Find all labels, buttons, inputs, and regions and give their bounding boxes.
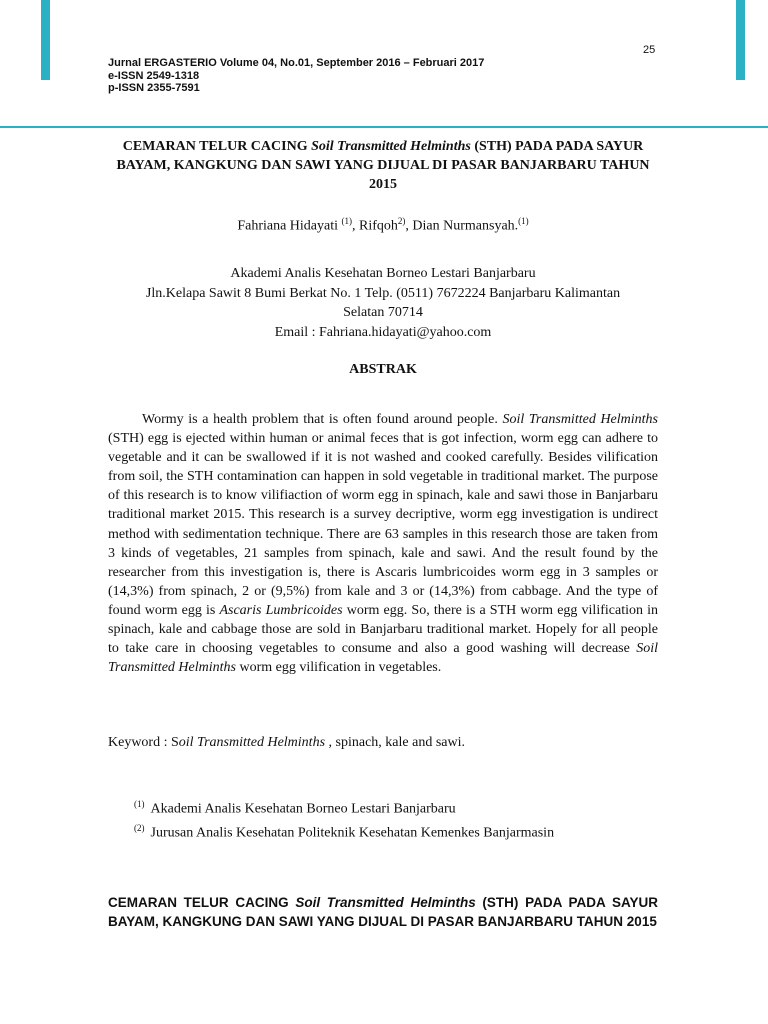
section-title-text: CEMARAN TELUR CACING xyxy=(108,895,296,910)
abstract-body xyxy=(108,410,658,677)
abstract-text: worm egg vilification in vegetables. xyxy=(235,660,442,676)
authors xyxy=(108,212,658,236)
author-3: , Dian Nurmansyah. xyxy=(405,218,519,234)
journal-eissn: e-ISSN 2549-1318 xyxy=(108,69,200,82)
affiliation-email: Email : Fahriana.hidayati@yahoo.com xyxy=(274,324,492,340)
footnote-mark: (2) xyxy=(134,822,145,833)
right-accent-bar xyxy=(736,0,745,80)
abstract-text: (STH) egg is ejected within human or animal feces that is got infection, worm egg can adhere to vegetable and it can be swallowed if it is not washed and cooked carefully. Besides vilification from soil, the STH contamination can happen in sold vegetable in traditional market. The purpose of this research is to know vilifiaction of worm egg in spinach, kale and sawi those in Banjarbaru traditional market 2015. This research is a survey decriptive, worm egg investigation is undirect method with sedimentation technique. There are 63 samples in this research those are taken from 3 kinds of vegetables, 21 samples from spinach, kale and sawi. And the result found by the researcher from this investigation is, there is Ascaris lumbricoides worm egg in 3 samples or (14,3%) from spinach, 2 or (9,5%) from kale and 3 or (14,3%) from cabbage. And the type of found worm egg is xyxy=(108,431,658,618)
keyword-italic: oil Transmitted Helminths , xyxy=(178,735,333,750)
keyword-rest: spinach, kale and sawi. xyxy=(332,735,465,750)
author-1: Fahriana Hidayati xyxy=(237,218,342,234)
left-accent-bar xyxy=(41,0,50,80)
abstract-text: worm egg. So, there is a STH worm egg vilification in spinach, kale and cabbage those are sold in Banjarbaru traditional market. Hopely for all people to take care in choosing vegetables to consume and also a good washing will decrease xyxy=(108,602,659,657)
journal-pissn: p-ISSN 2355-7591 xyxy=(108,82,200,94)
title-italic: Soil Transmitted Helminths xyxy=(311,139,471,154)
affiliation-address: Jln.Kelapa Sawit 8 Bumi Berkat No. 1 Telp. (0511) 7672224 Banjarbaru Kalimantan xyxy=(145,285,621,301)
footnote-text: Akademi Analis Kesehatan Borneo Lestari Banjarbaru xyxy=(150,801,456,817)
section-title-italic: Soil Transmitted Helminths xyxy=(295,895,476,910)
footnote xyxy=(134,795,554,819)
keywords xyxy=(108,735,658,751)
title-text-rest: (STH) PADA PADA SAYUR BAYAM, KANGKUNG DAN SAWI YANG DIJUAL DI PASAR BANJARBARU TAHUN 2015 xyxy=(116,139,650,192)
journal-title: Jurnal ERGASTERIO Volume 04, No.01, September 2016 – Februari 2017 xyxy=(108,57,485,69)
abstract-italic: Soil Transmitted Helminths xyxy=(502,412,659,427)
footnote xyxy=(134,819,554,843)
footnotes xyxy=(134,795,554,842)
abstract-italic: Soil Transmitted Helminths xyxy=(108,641,658,676)
paper-title xyxy=(108,137,658,194)
abstract-text: Wormy is a health problem that is often found around people. xyxy=(142,412,503,427)
author-3-mark: (1) xyxy=(518,216,529,226)
affiliation-institution: Akademi Analis Kesehatan Borneo Lestari Banjarbaru xyxy=(230,266,536,281)
section-title-rest: (STH) PADA PADA SAYUR BAYAM, KANGKUNG DAN SAWI YANG DIJUAL DI PASAR BANJARBARU TAHUN 2015 xyxy=(108,895,659,929)
affiliation-address-2: Selatan 70714 xyxy=(343,305,423,320)
affiliation xyxy=(108,264,658,342)
title-text: CEMARAN TELUR CACING xyxy=(122,139,312,154)
footnote-text: Jurusan Analis Kesehatan Politeknik Kesehatan Kemenkes Banjarmasin xyxy=(150,825,555,841)
abstract-heading: ABSTRAK xyxy=(349,362,417,377)
author-1-mark: (1) xyxy=(341,216,353,226)
author-2: , Rifqoh xyxy=(352,218,398,234)
page-number: 25 xyxy=(643,44,656,56)
header-divider xyxy=(0,126,768,128)
keyword-label: Keyword : S xyxy=(108,735,179,750)
footnote-mark: (1) xyxy=(134,799,145,809)
author-2-mark: 2) xyxy=(397,216,406,226)
section-title xyxy=(108,893,658,931)
abstract-italic: Ascaris Lumbricoides xyxy=(219,602,343,618)
journal-header xyxy=(108,57,484,95)
